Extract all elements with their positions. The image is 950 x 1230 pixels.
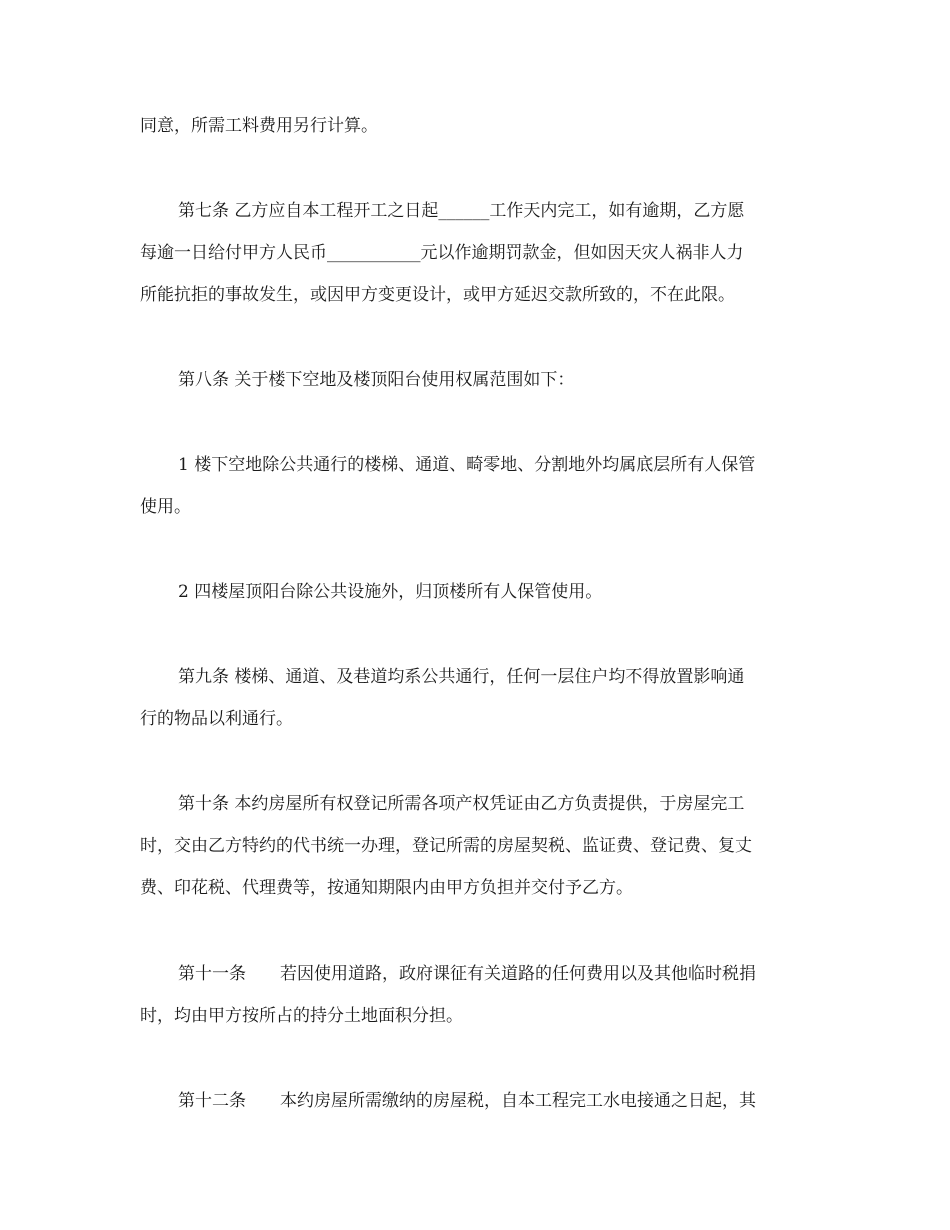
- article-8-line: 第八条 关于楼下空地及楼顶阳台使用权属范围如下：: [178, 370, 575, 390]
- article-12-line: 第十二条 本约房屋所需缴纳的房屋税，自本工程完工水电接通之日起，其: [178, 1091, 756, 1111]
- article-9-line: 第九条 楼梯、通道、及巷道均系公共通行，任何一层住户均不得放置影响通: [178, 667, 745, 687]
- item-2-line: 2 四楼屋顶阳台除公共设施外，归顶楼所有人保管使用。: [178, 582, 603, 602]
- text-line: 行的物品以利通行。: [140, 709, 293, 729]
- text-line: 时，均由甲方按所占的持分土地面积分担。: [140, 1006, 463, 1026]
- item-1-line: 1 楼下空地除公共通行的楼梯、通道、畸零地、分割地外均属底层所有人保管: [178, 455, 756, 475]
- text-line: 使用。: [140, 497, 191, 517]
- article-10-line: 第十条 本约房屋所有权登记所需各项产权凭证由乙方负责提供，于房屋完工: [178, 794, 745, 814]
- article-7-line: 第七条 乙方应自本工程开工之日起______工作天内完工，如有逾期，乙方愿: [178, 201, 745, 221]
- text-line: 所能抗拒的事故发生，或因甲方变更设计，或甲方延迟交款所致的，不在此限。: [140, 285, 735, 305]
- text-line: 每逾一日给付甲方人民币___________元以作逾期罚款金，但如因天灾人祸非人力: [140, 243, 744, 263]
- text-line: 同意，所需工料费用另行计算。: [140, 116, 378, 136]
- text-line: 时，交由乙方特约的代书统一办理，登记所需的房屋契税、监证费、登记费、复丈: [140, 836, 752, 856]
- article-11-line: 第十一条 若因使用道路，政府课征有关道路的任何费用以及其他临时税捐: [178, 964, 756, 984]
- text-line: 费、印花税、代理费等，按通知期限内由甲方负担并交付予乙方。: [140, 878, 633, 898]
